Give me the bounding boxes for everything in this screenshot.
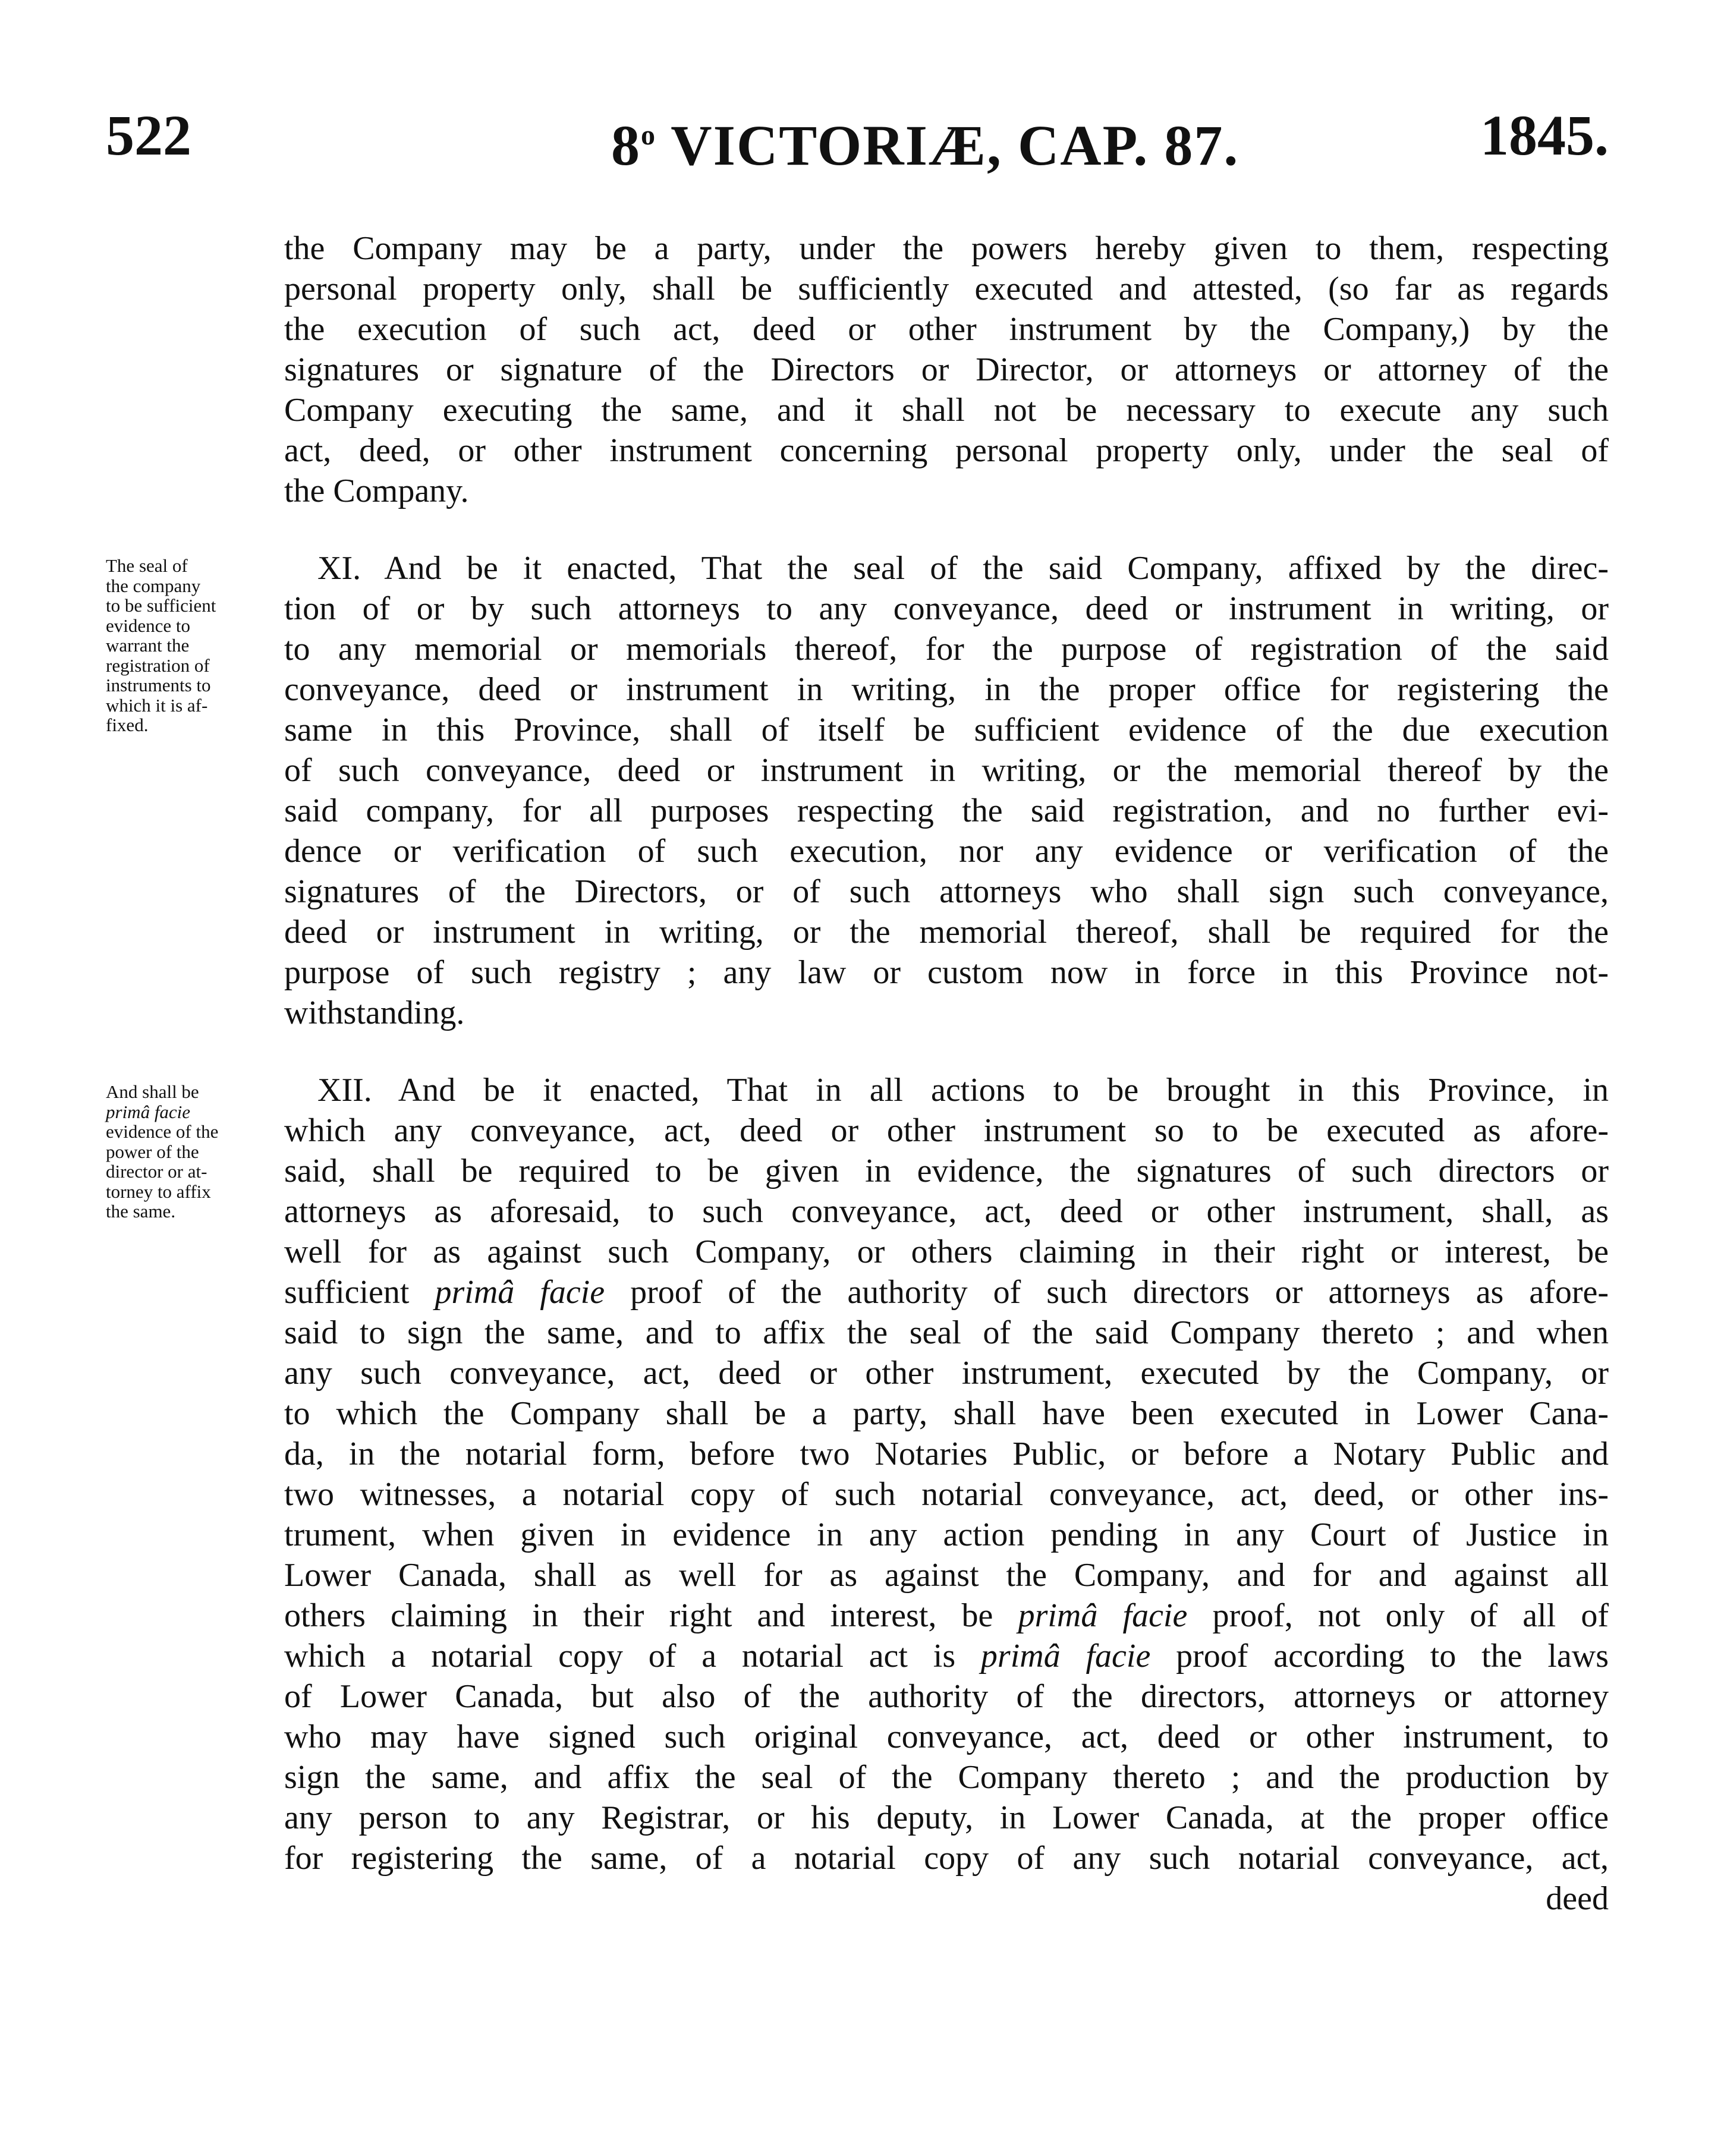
text-segment: proof of the authority of such directors or attorneys as afore- [605,1274,1609,1311]
text-line: for registering the same, of a notarial copy of any such notarial conveyance, act, [284,1840,1609,1877]
text-line: act, deed, or other instrument concerning personal property only, under the seal of [284,432,1609,469]
margin-note-line [106,1102,266,1122]
chapter-title [611,100,1239,181]
text-line: which any conveyance, act, deed or other instrument so to be executed as afore- [284,1112,1609,1149]
margin-note-line: evidence of the [106,1121,219,1142]
text-line: the execution of such act, deed or other instrument by the Company,) by the [284,311,1609,348]
text-line: XI. And be it enacted, That the seal of the said Company, affixed by the direc- [317,550,1609,587]
text-line [284,1636,1609,1676]
margin-note-seal [106,556,266,735]
margin-note-line: The seal of [106,555,188,576]
text-line: signatures or signature of the Directors or Director, or attorneys or attorney of the [284,351,1609,388]
margin-note-line: torney to affix [106,1181,211,1202]
text-segment: proof, not only of all of [1187,1597,1609,1634]
margin-note-line: to be sufficient [106,595,216,616]
text-line: any person to any Registrar, or his deputy, in Lower Canada, at the proper office [284,1799,1609,1836]
margin-note-line: the same. [106,1201,176,1222]
margin-note-line: director or at- [106,1161,207,1182]
text-line: said, shall be required to be given in evidence, the signatures of such directors or [284,1153,1609,1189]
text-segment: sufficient [284,1274,435,1311]
text-line: attorneys as aforesaid, to such conveyance, act, deed or other instrument, shall, as [284,1193,1609,1230]
section-xii [284,1070,1609,1919]
text-line: dence or verification of such execution, nor any evidence or verification of the [284,833,1609,870]
year: 1845. [1480,103,1609,167]
text-line: the Company may be a party, under the powers hereby given to them, respecting [284,230,1609,267]
text-line: of Lower Canada, but also of the authority of the directors, attorneys or attorney [284,1678,1609,1715]
text-line: to any memorial or memorials thereof, for the purpose of registration of the said [284,631,1609,668]
italic-phrase: primâ facie [106,1101,191,1122]
text-segment: proof according to the laws [1150,1638,1609,1675]
margin-note-line: warrant the [106,635,190,656]
text-segment: others claiming in their right and interest, be [284,1597,1018,1634]
text-line: personal property only, shall be sufficiently executed and attested, (so far as regards [284,270,1609,307]
text-line: trument, when given in evidence in any action pending in any Court of Justice in [284,1516,1609,1553]
margin-note-line: instruments to [106,675,211,695]
section-xi [284,548,1609,1033]
text-line: Lower Canada, shall as well for as against the Company, and for and against all [284,1557,1609,1594]
text-line: any such conveyance, act, deed or other instrument, executed by the Company, or [284,1355,1609,1392]
margin-note-line: fixed. [106,715,149,735]
text-segment: which a notarial copy of a notarial act is [284,1638,981,1675]
text-line: to which the Company shall be a party, shall have been executed in Lower Cana- [284,1395,1609,1432]
margin-note-line: which it is af- [106,694,208,716]
margin-note-line: And shall be [106,1081,199,1102]
text-line: two witnesses, a notarial copy of such notarial conveyance, act, deed, or other ins- [284,1476,1609,1513]
text-line: XII. And be it enacted, That in all actions to be brought in this Province, in [317,1072,1609,1109]
margin-note-line: the company [106,575,201,596]
italic-phrase: primâ facie [435,1274,605,1311]
text-line: deed or instrument in writing, or the memorial thereof, shall be required for the [284,914,1609,950]
paragraph-continuation [284,228,1609,511]
title-superscript: o [641,119,656,151]
catchword: deed [1546,1880,1609,1917]
page-number: 522 [106,103,191,167]
title-prefix: 8 [611,114,641,177]
text-line: signatures of the Directors, or of such attorneys who shall sign such conveyance, [284,873,1609,910]
text-line: da, in the notarial form, before two Notaries Public, or before a Notary Public and [284,1436,1609,1472]
italic-phrase: primâ facie [1018,1597,1188,1634]
text-line: who may have signed such original conveyance, act, deed or other instrument, to [284,1718,1609,1755]
text-line: withstanding. [284,994,465,1031]
title-main: VICTORIÆ, CAP. 87. [656,114,1239,177]
text-line: same in this Province, shall of itself be sufficient evidence of the due execution [284,712,1609,748]
text-line: said to sign the same, and to affix the seal of the said Company thereto ; and when [284,1314,1609,1351]
margin-note-line: power of the [106,1141,199,1162]
margin-note-prima-facie [106,1082,266,1222]
text-line: conveyance, deed or instrument in writing, in the proper office for registering the [284,671,1609,708]
text-line: well for as against such Company, or others claiming in their right or interest, be [284,1233,1609,1270]
text-line: tion of or by such attorneys to any conveyance, deed or instrument in writing, or [284,590,1609,627]
running-header [106,100,1609,177]
text-line: the Company. [284,473,469,509]
text-line [284,1595,1609,1636]
text-line: Company executing the same, and it shall not be necessary to execute any such [284,392,1609,429]
margin-note-line: evidence to [106,615,191,636]
text-line: of such conveyance, deed or instrument in writing, or the memorial thereof by the [284,752,1609,789]
italic-phrase: primâ facie [980,1638,1151,1675]
text-line: said company, for all purposes respecting the said registration, and no further evi- [284,792,1609,829]
text-line [284,1272,1609,1313]
text-line: purpose of such registry ; any law or custom now in force in this Province not- [284,954,1609,991]
margin-note-line: registration of [106,654,210,676]
text-line: sign the same, and affix the seal of the Company thereto ; and the production by [284,1759,1609,1796]
